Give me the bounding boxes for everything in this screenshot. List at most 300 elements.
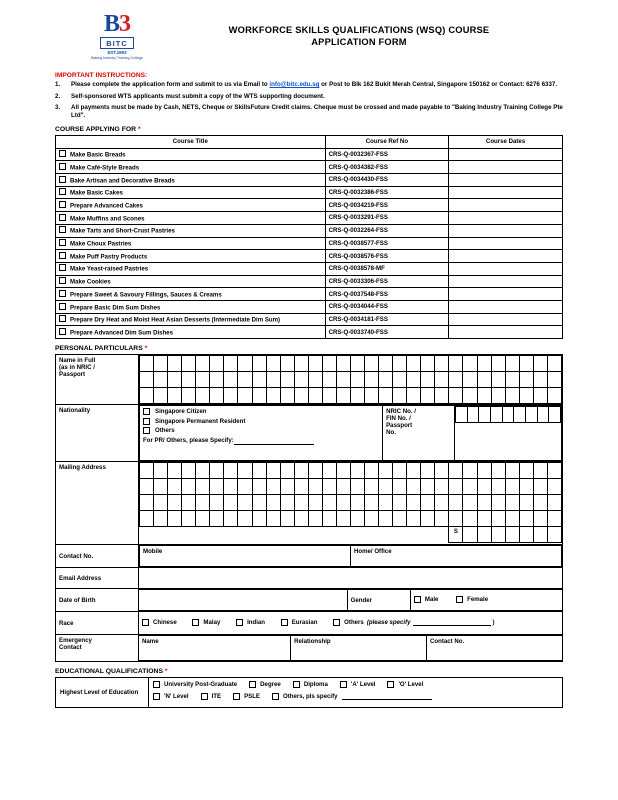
- mailing-box[interactable]: [140, 463, 154, 479]
- nric-box[interactable]: [537, 407, 549, 423]
- mailing-box[interactable]: [547, 511, 561, 527]
- checkbox-icon[interactable]: [59, 226, 66, 233]
- education-option-degree[interactable]: [249, 681, 281, 688]
- name-box[interactable]: [393, 388, 407, 404]
- mailing-box[interactable]: [365, 495, 379, 511]
- course-dates-cell[interactable]: [449, 237, 563, 250]
- name-box[interactable]: [421, 388, 435, 404]
- course-dates-cell[interactable]: [449, 288, 563, 301]
- mailing-box[interactable]: [266, 463, 280, 479]
- mailing-box[interactable]: [168, 479, 182, 495]
- nric-box[interactable]: [526, 407, 538, 423]
- nationality-specify-input[interactable]: [234, 437, 314, 445]
- name-box[interactable]: [519, 372, 533, 388]
- dob-input[interactable]: [139, 590, 347, 611]
- name-box[interactable]: [224, 388, 238, 404]
- mailing-box[interactable]: [421, 479, 435, 495]
- checkbox-icon[interactable]: [59, 252, 66, 259]
- education-option-psle[interactable]: [233, 692, 260, 700]
- mailing-box[interactable]: [449, 495, 463, 511]
- checkbox-icon[interactable]: [59, 277, 66, 284]
- nric-box[interactable]: [514, 407, 526, 423]
- mailing-box[interactable]: [266, 495, 280, 511]
- mailing-box[interactable]: [365, 511, 379, 527]
- table-row[interactable]: [56, 250, 563, 263]
- home-office-field[interactable]: [351, 546, 562, 567]
- name-box[interactable]: [210, 388, 224, 404]
- name-box[interactable]: [393, 372, 407, 388]
- name-box[interactable]: [140, 356, 154, 372]
- name-box[interactable]: [168, 372, 182, 388]
- checkbox-icon[interactable]: [456, 596, 463, 603]
- race-option-others[interactable]: [333, 618, 494, 626]
- name-box[interactable]: [182, 356, 196, 372]
- name-box[interactable]: [477, 356, 491, 372]
- name-box[interactable]: [238, 356, 252, 372]
- mailing-box[interactable]: [336, 511, 350, 527]
- mailing-box[interactable]: [463, 511, 477, 527]
- mailing-box[interactable]: [435, 463, 449, 479]
- name-box[interactable]: [365, 388, 379, 404]
- name-box[interactable]: [407, 388, 421, 404]
- mailing-box[interactable]: [519, 463, 533, 479]
- name-box[interactable]: [421, 356, 435, 372]
- name-box[interactable]: [280, 356, 294, 372]
- course-dates-cell[interactable]: [449, 224, 563, 237]
- postal-box[interactable]: [533, 527, 547, 543]
- name-box[interactable]: [322, 356, 336, 372]
- course-dates-cell[interactable]: [449, 174, 563, 187]
- mailing-box[interactable]: [463, 495, 477, 511]
- checkbox-icon[interactable]: [387, 681, 394, 688]
- mailing-box[interactable]: [477, 511, 491, 527]
- table-row[interactable]: [56, 186, 563, 199]
- name-box[interactable]: [308, 388, 322, 404]
- mailing-box[interactable]: [308, 463, 322, 479]
- name-box[interactable]: [379, 372, 393, 388]
- checkbox-icon[interactable]: [59, 163, 66, 170]
- course-title-cell[interactable]: [56, 237, 326, 250]
- race-option-malay[interactable]: [192, 619, 220, 626]
- name-box[interactable]: [435, 356, 449, 372]
- name-box[interactable]: [533, 372, 547, 388]
- table-row[interactable]: [56, 161, 563, 174]
- course-dates-cell[interactable]: [449, 262, 563, 275]
- mailing-box[interactable]: [379, 495, 393, 511]
- name-box[interactable]: [196, 372, 210, 388]
- mailing-box[interactable]: [238, 463, 252, 479]
- mailing-box[interactable]: [294, 479, 308, 495]
- mailing-box[interactable]: [365, 479, 379, 495]
- education-option-ite[interactable]: [201, 692, 221, 700]
- mailing-box[interactable]: [322, 511, 336, 527]
- mailing-box[interactable]: [379, 463, 393, 479]
- name-box[interactable]: [182, 388, 196, 404]
- name-box[interactable]: [477, 372, 491, 388]
- mailing-box[interactable]: [168, 495, 182, 511]
- course-title-cell[interactable]: [56, 212, 326, 225]
- mailing-box[interactable]: [533, 479, 547, 495]
- checkbox-icon[interactable]: [59, 201, 66, 208]
- mailing-box[interactable]: [294, 495, 308, 511]
- name-box[interactable]: [252, 388, 266, 404]
- checkbox-icon[interactable]: [249, 681, 256, 688]
- email-input-cell[interactable]: [139, 568, 563, 589]
- course-title-cell[interactable]: [56, 161, 326, 174]
- mailing-box[interactable]: [280, 495, 294, 511]
- mailing-box[interactable]: [421, 463, 435, 479]
- name-box[interactable]: [308, 356, 322, 372]
- mailing-box[interactable]: [379, 479, 393, 495]
- name-box[interactable]: [252, 356, 266, 372]
- name-boxes-cell[interactable]: [139, 355, 563, 405]
- course-title-cell[interactable]: [56, 250, 326, 263]
- mailing-box[interactable]: [308, 479, 322, 495]
- name-box[interactable]: [168, 356, 182, 372]
- name-box[interactable]: [533, 388, 547, 404]
- name-box[interactable]: [407, 372, 421, 388]
- mailing-box[interactable]: [350, 479, 364, 495]
- mailing-box[interactable]: [266, 511, 280, 527]
- mailing-box[interactable]: [477, 479, 491, 495]
- checkbox-icon[interactable]: [142, 619, 149, 626]
- mailing-box[interactable]: [393, 495, 407, 511]
- mailing-box[interactable]: [252, 479, 266, 495]
- table-row[interactable]: [56, 275, 563, 288]
- mailing-box[interactable]: [547, 495, 561, 511]
- checkbox-icon[interactable]: [281, 619, 288, 626]
- name-box[interactable]: [154, 388, 168, 404]
- name-box[interactable]: [435, 388, 449, 404]
- nric-box[interactable]: [479, 407, 491, 423]
- mailing-box[interactable]: [505, 479, 519, 495]
- mailing-box[interactable]: [505, 463, 519, 479]
- name-box[interactable]: [350, 372, 364, 388]
- table-row[interactable]: [56, 288, 563, 301]
- postal-box[interactable]: [477, 527, 491, 543]
- mailing-box[interactable]: [533, 463, 547, 479]
- course-title-cell[interactable]: [56, 275, 326, 288]
- course-title-cell[interactable]: [56, 148, 326, 161]
- name-box[interactable]: [463, 388, 477, 404]
- mailing-box[interactable]: [336, 463, 350, 479]
- mailing-box[interactable]: [547, 479, 561, 495]
- mailing-box[interactable]: [154, 479, 168, 495]
- mailing-box[interactable]: [519, 479, 533, 495]
- checkbox-icon[interactable]: [59, 150, 66, 157]
- gender-option-female[interactable]: [456, 596, 488, 603]
- mailing-box[interactable]: [182, 479, 196, 495]
- name-box[interactable]: [379, 388, 393, 404]
- name-box[interactable]: [280, 388, 294, 404]
- mailing-box[interactable]: [533, 495, 547, 511]
- mailing-box[interactable]: [266, 479, 280, 495]
- mailing-box[interactable]: [336, 495, 350, 511]
- checkbox-icon[interactable]: [143, 418, 150, 425]
- education-option-diploma[interactable]: [293, 681, 328, 688]
- name-box[interactable]: [336, 356, 350, 372]
- name-box[interactable]: [336, 388, 350, 404]
- nationality-option-citizen[interactable]: [143, 408, 379, 415]
- checkbox-icon[interactable]: [59, 176, 66, 183]
- name-box[interactable]: [477, 388, 491, 404]
- nationality-option-pr[interactable]: [143, 418, 379, 425]
- name-box[interactable]: [350, 356, 364, 372]
- mailing-box[interactable]: [154, 463, 168, 479]
- name-box[interactable]: [168, 388, 182, 404]
- mailing-box[interactable]: [491, 479, 505, 495]
- race-option-chinese[interactable]: [142, 619, 177, 626]
- name-box[interactable]: [365, 372, 379, 388]
- nationality-option-others[interactable]: [143, 427, 379, 434]
- name-box[interactable]: [294, 356, 308, 372]
- mailing-box[interactable]: [252, 511, 266, 527]
- emergency-relationship-field[interactable]: [291, 636, 427, 661]
- mailing-box[interactable]: [322, 479, 336, 495]
- mailing-box[interactable]: [477, 463, 491, 479]
- mailing-box[interactable]: [350, 495, 364, 511]
- course-title-cell[interactable]: [56, 186, 326, 199]
- mailing-box[interactable]: [519, 511, 533, 527]
- name-box[interactable]: [407, 356, 421, 372]
- name-box[interactable]: [266, 388, 280, 404]
- checkbox-icon[interactable]: [293, 681, 300, 688]
- checkbox-icon[interactable]: [201, 693, 208, 700]
- emergency-contact-field[interactable]: [427, 636, 562, 661]
- checkbox-icon[interactable]: [236, 619, 243, 626]
- mailing-box[interactable]: [407, 511, 421, 527]
- name-box[interactable]: [182, 372, 196, 388]
- nric-box[interactable]: [502, 407, 514, 423]
- mailing-box[interactable]: [210, 511, 224, 527]
- postal-box[interactable]: [547, 527, 561, 543]
- mobile-field[interactable]: [140, 546, 351, 567]
- course-title-cell[interactable]: [56, 199, 326, 212]
- mailing-box[interactable]: [308, 495, 322, 511]
- name-box[interactable]: [491, 372, 505, 388]
- mailing-box[interactable]: [280, 479, 294, 495]
- mailing-box[interactable]: [238, 495, 252, 511]
- name-box[interactable]: [350, 388, 364, 404]
- mailing-box[interactable]: [238, 511, 252, 527]
- mailing-box[interactable]: [224, 463, 238, 479]
- mailing-box[interactable]: [533, 511, 547, 527]
- race-option-eurasian[interactable]: [281, 619, 318, 626]
- name-box[interactable]: [519, 388, 533, 404]
- name-box[interactable]: [449, 372, 463, 388]
- table-row[interactable]: [56, 262, 563, 275]
- mailing-box[interactable]: [505, 495, 519, 511]
- checkbox-icon[interactable]: [143, 427, 150, 434]
- mailing-box[interactable]: [196, 511, 210, 527]
- email-link[interactable]: info@bitc.edu.sg: [269, 81, 320, 88]
- name-box[interactable]: [294, 372, 308, 388]
- nric-box[interactable]: [467, 407, 479, 423]
- mailing-box[interactable]: [393, 511, 407, 527]
- course-dates-cell[interactable]: [449, 326, 563, 339]
- name-box[interactable]: [547, 372, 561, 388]
- checkbox-icon[interactable]: [414, 596, 421, 603]
- checkbox-icon[interactable]: [153, 693, 160, 700]
- mailing-box[interactable]: [477, 495, 491, 511]
- mailing-box[interactable]: [210, 479, 224, 495]
- checkbox-icon[interactable]: [143, 408, 150, 415]
- table-row[interactable]: [56, 174, 563, 187]
- name-box[interactable]: [533, 356, 547, 372]
- mailing-box[interactable]: [350, 511, 364, 527]
- course-dates-cell[interactable]: [449, 212, 563, 225]
- mailing-box[interactable]: [196, 479, 210, 495]
- postal-box[interactable]: [505, 527, 519, 543]
- name-box[interactable]: [196, 356, 210, 372]
- mailing-box[interactable]: [154, 495, 168, 511]
- name-box[interactable]: [210, 372, 224, 388]
- name-box[interactable]: [224, 372, 238, 388]
- mailing-box[interactable]: [407, 479, 421, 495]
- mailing-box[interactable]: [407, 463, 421, 479]
- course-title-cell[interactable]: [56, 313, 326, 326]
- mailing-box[interactable]: [252, 495, 266, 511]
- name-box[interactable]: [505, 356, 519, 372]
- mailing-box[interactable]: [379, 511, 393, 527]
- mailing-box[interactable]: [154, 511, 168, 527]
- name-box[interactable]: [449, 356, 463, 372]
- name-box[interactable]: [547, 356, 561, 372]
- name-box[interactable]: [252, 372, 266, 388]
- table-row[interactable]: [56, 224, 563, 237]
- name-box[interactable]: [266, 356, 280, 372]
- nric-box[interactable]: [456, 407, 468, 423]
- checkbox-icon[interactable]: [272, 693, 279, 700]
- course-title-cell[interactable]: [56, 174, 326, 187]
- table-row[interactable]: [56, 300, 563, 313]
- course-dates-cell[interactable]: [449, 186, 563, 199]
- name-box[interactable]: [140, 372, 154, 388]
- mailing-box[interactable]: [182, 463, 196, 479]
- checkbox-icon[interactable]: [192, 619, 199, 626]
- name-box[interactable]: [266, 372, 280, 388]
- gender-option-male[interactable]: [414, 596, 439, 603]
- name-box[interactable]: [379, 356, 393, 372]
- table-row[interactable]: [56, 313, 563, 326]
- course-dates-cell[interactable]: [449, 275, 563, 288]
- course-title-cell[interactable]: [56, 326, 326, 339]
- checkbox-icon[interactable]: [153, 681, 160, 688]
- mailing-box[interactable]: [365, 463, 379, 479]
- postal-box[interactable]: [491, 527, 505, 543]
- mailing-box[interactable]: [252, 463, 266, 479]
- mailing-box[interactable]: [182, 511, 196, 527]
- name-box[interactable]: [196, 388, 210, 404]
- mailing-box[interactable]: [182, 495, 196, 511]
- name-box[interactable]: [224, 356, 238, 372]
- checkbox-icon[interactable]: [340, 681, 347, 688]
- checkbox-icon[interactable]: [59, 303, 66, 310]
- mailing-box[interactable]: [435, 495, 449, 511]
- course-dates-cell[interactable]: [449, 250, 563, 263]
- mailing-box[interactable]: [210, 463, 224, 479]
- education-option-o-level[interactable]: [387, 681, 423, 688]
- mailing-box[interactable]: [294, 511, 308, 527]
- mailing-box[interactable]: [491, 463, 505, 479]
- course-title-cell[interactable]: [56, 224, 326, 237]
- table-row[interactable]: [56, 212, 563, 225]
- checkbox-icon[interactable]: [59, 315, 66, 322]
- name-box[interactable]: [238, 388, 252, 404]
- mailing-box[interactable]: [322, 463, 336, 479]
- mailing-box[interactable]: [547, 463, 561, 479]
- name-box[interactable]: [210, 356, 224, 372]
- table-row[interactable]: [56, 148, 563, 161]
- name-box[interactable]: [140, 388, 154, 404]
- mailing-box[interactable]: [407, 495, 421, 511]
- mailing-box[interactable]: [421, 495, 435, 511]
- name-box[interactable]: [505, 388, 519, 404]
- mailing-box[interactable]: [294, 463, 308, 479]
- checkbox-icon[interactable]: [59, 264, 66, 271]
- mailing-box[interactable]: [224, 511, 238, 527]
- checkbox-icon[interactable]: [59, 328, 66, 335]
- mailing-box[interactable]: [322, 495, 336, 511]
- nric-box[interactable]: [491, 407, 503, 423]
- name-box[interactable]: [491, 388, 505, 404]
- mailing-box[interactable]: [421, 511, 435, 527]
- mailing-box[interactable]: [449, 479, 463, 495]
- emergency-name-field[interactable]: [139, 636, 291, 661]
- course-title-cell[interactable]: [56, 288, 326, 301]
- table-row[interactable]: [56, 326, 563, 339]
- mailing-box[interactable]: [140, 495, 154, 511]
- nationality-specify-line[interactable]: [143, 437, 379, 445]
- course-dates-cell[interactable]: [449, 199, 563, 212]
- checkbox-icon[interactable]: [333, 619, 340, 626]
- education-option-a-level[interactable]: [340, 681, 376, 688]
- name-box[interactable]: [336, 372, 350, 388]
- checkbox-icon[interactable]: [59, 290, 66, 297]
- name-box[interactable]: [463, 356, 477, 372]
- mailing-box[interactable]: [238, 479, 252, 495]
- course-dates-cell[interactable]: [449, 300, 563, 313]
- course-dates-cell[interactable]: [449, 161, 563, 174]
- name-box[interactable]: [393, 356, 407, 372]
- mailing-box[interactable]: [393, 479, 407, 495]
- name-box[interactable]: [154, 356, 168, 372]
- name-box[interactable]: [154, 372, 168, 388]
- mailing-box[interactable]: [168, 511, 182, 527]
- race-others-input[interactable]: [413, 618, 491, 626]
- course-dates-cell[interactable]: [449, 148, 563, 161]
- name-box[interactable]: [294, 388, 308, 404]
- mailing-box[interactable]: [519, 495, 533, 511]
- mailing-box[interactable]: [280, 463, 294, 479]
- course-dates-cell[interactable]: [449, 313, 563, 326]
- checkbox-icon[interactable]: [59, 188, 66, 195]
- course-title-cell[interactable]: [56, 262, 326, 275]
- course-title-cell[interactable]: [56, 300, 326, 313]
- education-option-others[interactable]: [272, 692, 432, 700]
- mailing-box[interactable]: [224, 479, 238, 495]
- mailing-box[interactable]: [449, 511, 463, 527]
- mailing-box[interactable]: [449, 463, 463, 479]
- name-box[interactable]: [547, 388, 561, 404]
- name-box[interactable]: [365, 356, 379, 372]
- education-others-input[interactable]: [342, 692, 432, 700]
- checkbox-icon[interactable]: [59, 214, 66, 221]
- mailing-box[interactable]: [280, 511, 294, 527]
- mailing-box[interactable]: [491, 495, 505, 511]
- mailing-box[interactable]: [350, 463, 364, 479]
- mailing-box[interactable]: [224, 495, 238, 511]
